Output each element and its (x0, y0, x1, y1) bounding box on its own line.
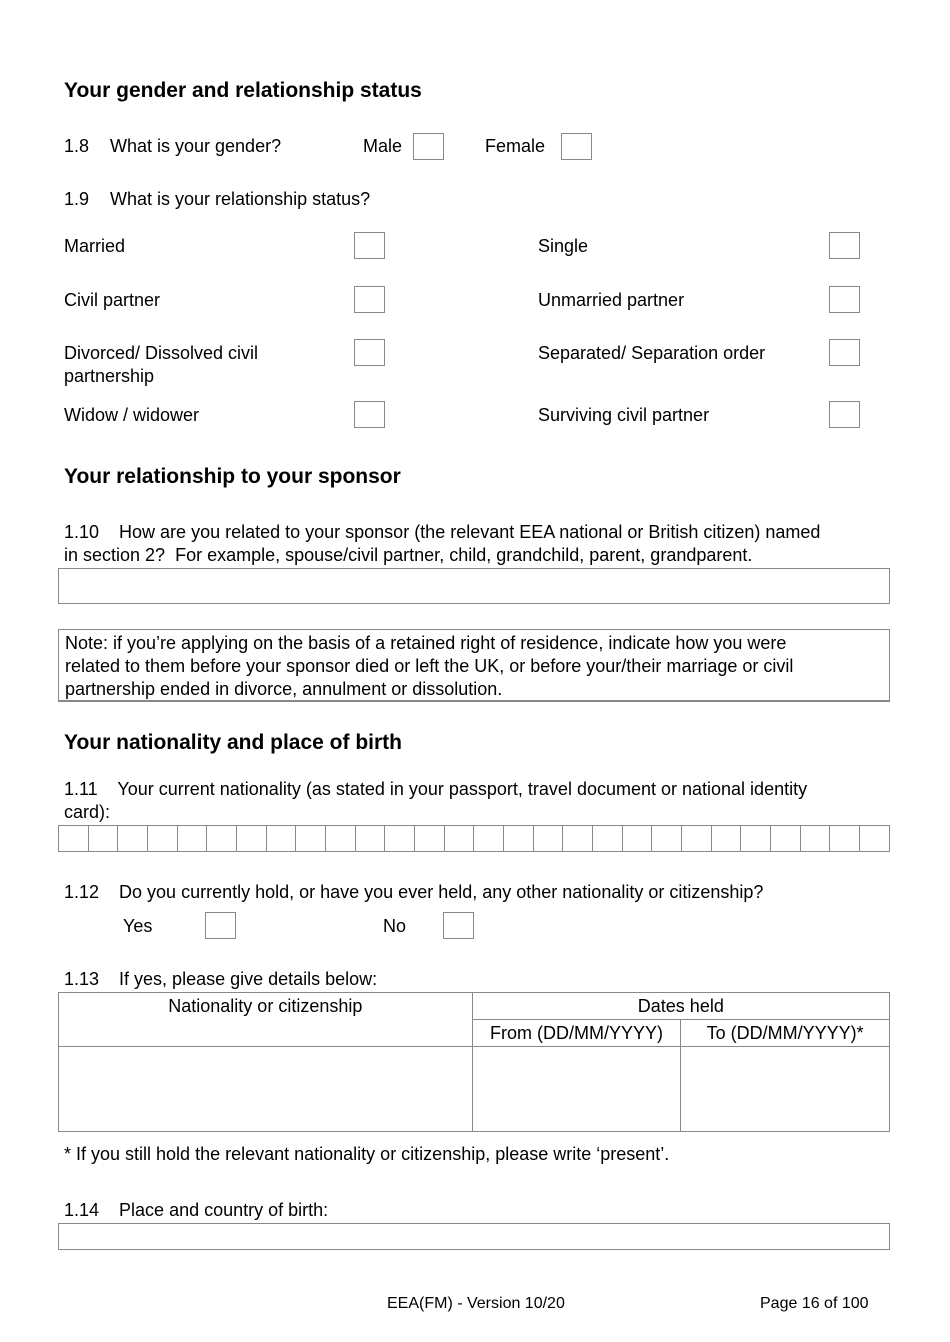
other-nationality-table (58, 992, 890, 1132)
single-checkbox[interactable] (829, 232, 860, 259)
question-1-14: 1.14 Place and country of birth: (64, 1200, 329, 1220)
note-line3: partnership ended in divorce, annulment or dissolution. (65, 679, 503, 699)
no-checkbox[interactable] (443, 912, 474, 939)
char-cell[interactable] (415, 826, 445, 851)
footer-page-number: Page 16 of 100 (760, 1295, 869, 1312)
nationality-cell[interactable] (59, 1047, 473, 1132)
char-cell[interactable] (118, 826, 148, 851)
char-cell[interactable] (178, 826, 208, 851)
char-cell[interactable] (712, 826, 742, 851)
question-gender: What is your gender? (110, 136, 282, 156)
sponsor-relationship-field[interactable] (58, 568, 890, 604)
char-cell[interactable] (623, 826, 653, 851)
char-cell[interactable] (296, 826, 326, 851)
from-date-cell[interactable] (472, 1047, 681, 1132)
char-cell[interactable] (237, 826, 267, 851)
question-number-1-8: 1.8 (64, 136, 90, 156)
char-cell[interactable] (356, 826, 386, 851)
question-1-13: 1.13 If yes, please give details below: (64, 969, 378, 989)
footnote: * If you still hold the relevant nationality or citizenship, please write ‘present’. (64, 1144, 670, 1164)
char-cell[interactable] (830, 826, 860, 851)
surviving-civil-partner-label: Surviving civil partner (538, 405, 710, 425)
col-nationality-header: Nationality or citizenship (59, 993, 473, 1047)
civil-partner-checkbox[interactable] (354, 286, 385, 313)
married-label: Married (64, 236, 126, 256)
yes-label: Yes (123, 916, 153, 936)
section-heading-sponsor: Your relationship to your sponsor (64, 465, 401, 488)
separated-checkbox[interactable] (829, 339, 860, 366)
note-line1: Note: if you’re applying on the basis of a retained right of residence, indicate how you were (65, 633, 787, 653)
footer-version: EEA(FM) - Version 10/20 (387, 1295, 565, 1312)
col-from-header: From (DD/MM/YYYY) (472, 1020, 681, 1047)
char-cell[interactable] (326, 826, 356, 851)
unmarried-partner-checkbox[interactable] (829, 286, 860, 313)
place-of-birth-field[interactable] (58, 1223, 890, 1250)
male-label: Male (363, 136, 403, 156)
char-cell[interactable] (593, 826, 623, 851)
col-dates-header: Dates held (472, 993, 889, 1020)
retained-right-note (58, 629, 890, 702)
no-label: No (383, 916, 407, 936)
question-relationship-status: What is your relationship status? (110, 189, 371, 209)
question-1-11-line2: card): (64, 802, 111, 822)
unmarried-partner-label: Unmarried partner (538, 290, 685, 310)
married-checkbox[interactable] (354, 232, 385, 259)
question-1-10-line1: 1.10 How are you related to your sponsor (the relevant EEA national or British citizen) named (64, 522, 821, 542)
to-date-cell[interactable] (681, 1047, 890, 1132)
col-to-header: To (DD/MM/YYYY)* (681, 1020, 890, 1047)
question-1-12: 1.12 Do you currently hold, or have you ever held, any other nationality or citizenship? (64, 882, 764, 902)
divorced-label-line1: Divorced/ Dissolved civil (64, 343, 259, 363)
section-heading-gender: Your gender and relationship status (64, 79, 422, 102)
male-checkbox[interactable] (413, 133, 444, 160)
char-cell[interactable] (474, 826, 504, 851)
char-cell[interactable] (860, 826, 889, 851)
char-cell[interactable] (89, 826, 119, 851)
char-cell[interactable] (148, 826, 178, 851)
civil-partner-label: Civil partner (64, 290, 161, 310)
table-row (59, 1047, 890, 1132)
char-cell[interactable] (207, 826, 237, 851)
char-cell[interactable] (771, 826, 801, 851)
char-cell[interactable] (59, 826, 89, 851)
question-1-10-line2: in section 2? For example, spouse/civil partner, child, grandchild, parent, grandparent. (64, 545, 753, 565)
single-label: Single (538, 236, 589, 256)
char-cell[interactable] (385, 826, 415, 851)
char-cell[interactable] (652, 826, 682, 851)
char-cell[interactable] (563, 826, 593, 851)
char-cell[interactable] (682, 826, 712, 851)
surviving-civil-partner-checkbox[interactable] (829, 401, 860, 428)
separated-label: Separated/ Separation order (538, 343, 766, 363)
char-cell[interactable] (445, 826, 475, 851)
char-cell[interactable] (741, 826, 771, 851)
char-cell[interactable] (267, 826, 297, 851)
char-cell[interactable] (504, 826, 534, 851)
yes-checkbox[interactable] (205, 912, 236, 939)
section-heading-nationality: Your nationality and place of birth (64, 731, 402, 754)
nationality-character-grid[interactable] (58, 825, 890, 852)
widow-checkbox[interactable] (354, 401, 385, 428)
divorced-label-line2: partnership (64, 366, 155, 386)
question-number-1-9: 1.9 (64, 189, 90, 209)
female-label: Female (485, 136, 546, 156)
note-line2: related to them before your sponsor died or left the UK, or before your/their marriage or civil (65, 656, 794, 676)
char-cell[interactable] (801, 826, 831, 851)
female-checkbox[interactable] (561, 133, 592, 160)
divorced-checkbox[interactable] (354, 339, 385, 366)
question-1-11-line1: 1.11 Your current nationality (as stated in your passport, travel document or national identity (64, 779, 808, 799)
widow-label: Widow / widower (64, 405, 200, 425)
char-cell[interactable] (534, 826, 564, 851)
